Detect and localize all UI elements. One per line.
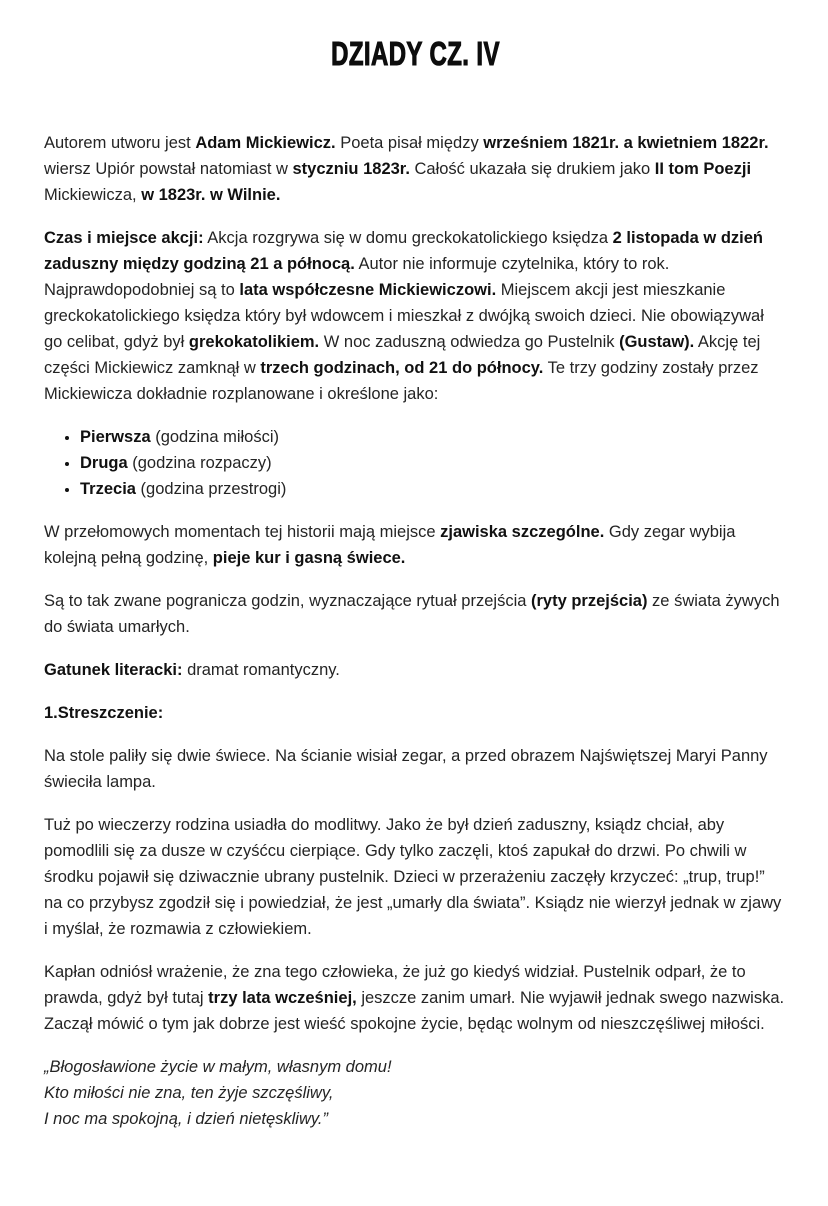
- text-run: dramat romantyczny.: [182, 661, 340, 679]
- text-run: Miejscem akcji jest mieszkanie greckokatolickiego księdza który był wdowcem i mieszkał z dwójką swoich dzieci. Nie obowiązywał go celibat, gdyż był: [44, 281, 764, 351]
- text-run: wiersz Upiór powstał natomiast w: [44, 160, 293, 178]
- text-run: Autorem utworu jest: [44, 134, 196, 152]
- text-run-bold: (ryty przejścia): [531, 592, 648, 610]
- genre-paragraph: [44, 657, 786, 683]
- text-run-bold: II tom Poezji: [654, 160, 752, 178]
- text-run-bold: trzech godzinach, od 21 do północy.: [260, 359, 544, 377]
- text-run: Autor nie informuje czytelnika, który to rok. Najprawdopodobniej są to: [44, 255, 670, 299]
- text-run: (godzina przestrogi): [135, 480, 287, 498]
- text-run-bold: styczniu 1823r.: [292, 160, 410, 178]
- text-run: Akcję tej części Mickiewicz zamknął w: [44, 333, 761, 377]
- text-run: Te trzy godziny zostały przez Mickiewicza dokładnie rozplanowane i określone jako:: [44, 359, 759, 403]
- text-run-bold: (Gustaw).: [619, 333, 695, 351]
- hours-list-item-second: [80, 450, 786, 476]
- intro-paragraph: [44, 130, 786, 208]
- text-run-bold: w 1823r. w Wilnie.: [141, 186, 281, 204]
- text-run-bold: Czas i miejsce akcji:: [44, 229, 204, 247]
- text-run: Mickiewicza,: [44, 186, 142, 204]
- text-run-bold: pieje kur i gasną świece.: [212, 549, 406, 567]
- text-run: Całość ukazała się drukiem jako: [409, 160, 655, 178]
- text-run: Są to tak zwane pogranicza godzin, wyznaczające rytuał przejścia: [44, 592, 531, 610]
- text-run: W noc zaduszną odwiedza go Pustelnik: [319, 333, 620, 351]
- quote-line-2: Kto miłości nie zna, ten żyje szczęśliwy,: [44, 1084, 334, 1102]
- hours-list-item-third: [80, 476, 786, 502]
- text-run: W przełomowych momentach tej historii mają miejsce: [44, 523, 441, 541]
- text-run: (godzina miłości): [150, 428, 279, 446]
- text-run: ze świata żywych do świata umarłych.: [44, 592, 780, 636]
- summary-paragraph-1: Na stole paliły się dwie świece. Na ścianie wisiał zegar, a przed obrazem Najświętszej Maryi Panny świeciła lampa.: [44, 747, 768, 791]
- hours-list: [44, 424, 786, 502]
- text-run-bold: trzy lata wcześniej,: [208, 989, 357, 1007]
- text-run-bold: Adam Mickiewicz.: [195, 134, 336, 152]
- phenomena-paragraph: [44, 519, 786, 571]
- time-place-paragraph: [44, 225, 786, 407]
- summary-heading: 1.Streszczenie:: [44, 704, 164, 722]
- text-run: Akcja rozgrywa się w domu greckokatolickiego księdza: [203, 229, 613, 247]
- hours-list-item-first: [80, 424, 786, 450]
- text-run: Kapłan odniósł wrażenie, że zna tego człowieka, że już go kiedyś widział. Pustelnik odparł, że to prawda, gdyż był tutaj: [44, 963, 746, 1007]
- text-run-bold: Trzecia: [80, 480, 136, 498]
- text-run-bold: lata współczesne Mickiewiczowi.: [239, 281, 497, 299]
- text-run-bold: grekokatolikiem.: [188, 333, 320, 351]
- text-run-bold: zjawiska szczególne.: [440, 523, 605, 541]
- text-run: Poeta pisał między: [335, 134, 484, 152]
- text-run: Gdy zegar wybija kolejną pełną godzinę,: [44, 523, 736, 567]
- page-title: [44, 35, 786, 73]
- text-run-bold: Pierwsza: [80, 428, 151, 446]
- quote-line-1: „Błogosławione życie w małym, własnym domu!: [44, 1058, 392, 1076]
- text-run-bold: 2 listopada w dzień zaduszny między godziną 21 a północą.: [44, 229, 763, 273]
- text-run: (godzina rozpaczy): [127, 454, 272, 472]
- summary-paragraph-3: [44, 959, 786, 1037]
- text-run-bold: Gatunek literacki:: [44, 661, 183, 679]
- quote-line-3: I noc ma spokojną, i dzień nietęskliwy.”: [44, 1110, 328, 1128]
- text-run-bold: Druga: [80, 454, 128, 472]
- text-run: jeszcze zanim umarł. Nie wyjawił jednak swego nazwiska. Zaczął mówić o tym jak dobrze jest wieść spokojne życie, będąc wolnym od nieszczęśliwej miłości.: [44, 989, 785, 1033]
- rites-paragraph: [44, 588, 786, 640]
- page-title-text: DZIADY CZ. IV: [330, 35, 500, 73]
- summary-paragraph-2: Tuż po wieczerzy rodzina usiadła do modlitwy. Jako że był dzień zaduszny, ksiądz chciał, aby pomodlili się za dusze w czyśćcu cierpiące. Gdy tylko zaczęli, ktoś zapukał do drzwi. Po chwili w środku pojawił się dziwacznie ubrany pustelnik. Dzieci w przerażeniu zaczęły krzyczeć: „trup, trup!” na co przybysz zgodził się i powiedział, że jest „umarły dla świata”. Ksiądz nie wierzył jednak w zjawy i myślał, że rozmawia z człowiekiem.: [44, 816, 782, 938]
- quote-block: [44, 1054, 786, 1132]
- text-run-bold: wrześniem 1821r. a kwietniem 1822r.: [483, 134, 769, 152]
